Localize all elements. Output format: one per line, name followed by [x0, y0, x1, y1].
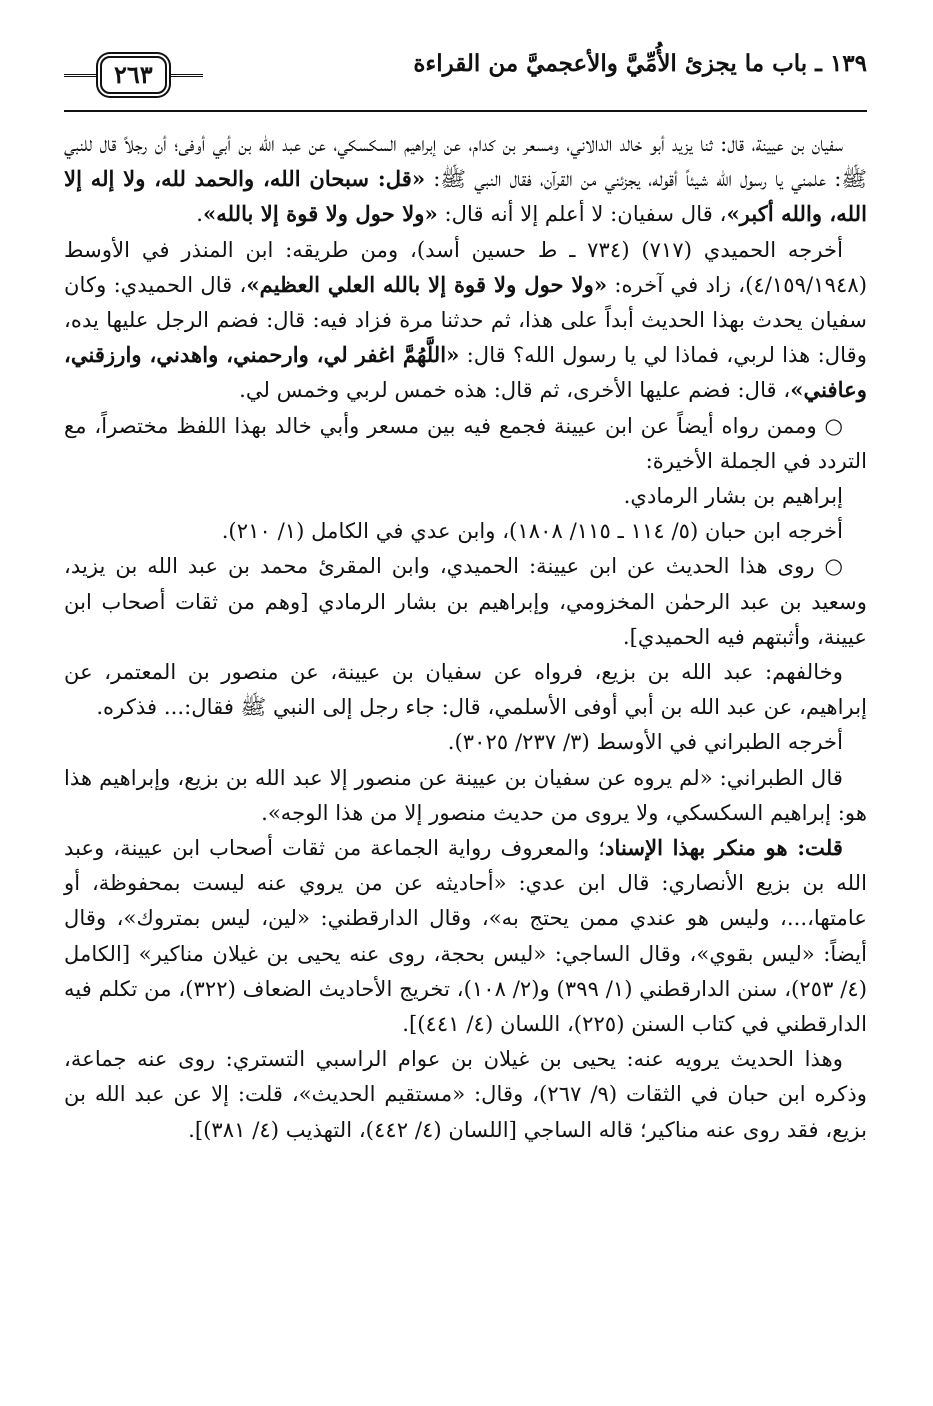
text-run: ، قال سفيان: لا أعلم إلا أنه قال: — [437, 201, 727, 227]
paragraph — [64, 830, 867, 1041]
emphasized-text: «اللَّهُمَّ اغفر لي، وارحمني، واهدني، وارزقني، وعافني» — [64, 342, 867, 403]
paragraph — [64, 1041, 867, 1147]
text-run: إبراهيم بن بشار الرمادي. — [623, 483, 843, 509]
emphasized-text: «قل: سبحان الله، والحمد لله، ولا إله إلا الله، والله أكبر» — [64, 166, 867, 227]
page-number: ٢٦٣ — [100, 56, 167, 94]
text-run: ؛ والمعروف رواية الجماعة من ثقات أصحاب ابن عيينة، وعبد الله بن بزيع الأنصاري: قال ابن عدي: «أحاديثه عن من يروي عنه ليست بمحفوظة، أو عامتها،...، وليس هو عندي ممن يحتج به»، وقال الدارقطني: «لين، ليس بمتروك»، وقال أيضاً: «ليس بقوي»، وقال الساجي: «ليس بحجة، روى عنه يحيى بن غيلان مناكير» [الكامل (٤/ ٢٥٣)، سنن الدارقطني (١/ ٣٩٩) و(٢/ ١٠٨)، تخريج الأحاديث الضعاف (٣٢٢)، من تكلم فيه الدارقطني في كتاب السنن (٢٢٥)، اللسان (٤/ ٤٤١)]. — [64, 835, 868, 1037]
text-run: ○ روى هذا الحديث عن ابن عيينة: الحميدي، وابن المقرئ محمد بن عبد الله بن يزيد، وسعيد بن عبد الرحمٰن المخزومي، وإبراهيم بن بشار الرمادي [وهم من ثقات أصحاب ابن عيينة، وأثبتهم فيه الحميدي]. — [64, 553, 867, 649]
paragraph — [64, 232, 867, 408]
paragraph — [64, 478, 867, 513]
emphasized-text: «ولا حول ولا قوة إلا بالله العلي العظيم» — [246, 271, 608, 297]
emphasized-text: «ولا حول ولا قوة إلا بالله» — [203, 201, 438, 227]
text-run: . — [196, 201, 203, 227]
paragraph — [64, 548, 867, 654]
paragraph — [64, 408, 867, 478]
text-run: قال الطبراني: «لم يروه عن سفيان بن عيينة عن منصور إلا عبد الله بن بزيع، وإبراهيم هذا هو: إبراهيم السكسكي، ولا يروى من حديث منصور إلا من هذا الوجه». — [64, 764, 867, 825]
text-run: وخالفهم: عبد الله بن بزيع، فرواه عن سفيان بن عيينة، عن منصور بن المعتمر، عن إبراهيم، عن عبد الله بن أبي أوفى الأسلمي، قال: جاء رجل إلى النبي ﷺ فقال:... فذكره. — [64, 659, 867, 720]
paragraph — [64, 760, 867, 830]
ornament-line-left — [64, 74, 98, 77]
page-body — [64, 126, 867, 1147]
text-run: أخرجه ابن حبان (٥/ ١١٤ ـ ١١٥/ ١٨٠٨)، وابن عدي في الكامل (١/ ٢١٠). — [221, 518, 843, 544]
text-run: ، قال الحميدي: وكان سفيان يحدث بهذا الحديث أبداً على هذا، ثم حدثنا مرة فزاد فيه: قال: فضم الرجل عليها يده، وقال: هذا لربي، فماذا لي يا رسول الله؟ قال: — [64, 271, 867, 368]
paragraph — [64, 513, 867, 548]
paragraph — [64, 654, 867, 724]
header-rule — [64, 110, 867, 112]
emphasized-text: قلت: هو منكر بهذا الإسناد — [605, 835, 843, 861]
paragraph — [64, 126, 867, 232]
text-run: ، قال: فضم عليها الأخرى، ثم قال: هذه خمس لربي وخمس لي. — [239, 377, 791, 403]
text-run: سفيان بن عيينة، قال: ثنا يزيد أبو خالد الدالاني، ومسعر بن كدام، عن إبراهيم السكسكي، عن عبد الله بن أبي أوفى؛ أن رجلاً قال للنبي ﷺ: علمني يا رسول الله شيئاً أقوله، يجزئني من القرآن، فقال النبي ﷺ: — [64, 131, 867, 192]
page-number-badge — [64, 56, 203, 94]
text-run: أخرجه الحميدي (٧١٧) (٧٣٤ ـ ط حسين أسد)، ومن طريقه: ابن المنذر في الأوسط (٤/١٥٩/١٩٤٨)، زاد في آخره: — [64, 236, 867, 297]
ornament-line-right — [169, 74, 203, 77]
paragraph — [64, 724, 867, 759]
text-run: ○ وممن رواه أيضاً عن ابن عيينة فجمع فيه بين مسعر وأبي خالد بهذا اللفظ مختصراً، مع التردد في الجملة الأخيرة: — [64, 412, 867, 473]
page-header — [64, 38, 867, 88]
text-run: وهذا الحديث يرويه عنه: يحيى بن غيلان بن عوام الراسبي التستري: روى عنه جماعة، وذكره ابن حبان في الثقات (٩/ ٢٦٧)، وقال: «مستقيم الحديث»، قلت: إلا عن عبد الله بن بزيع، فقد روى عنه مناكير؛ قاله الساجي [اللسان (٤/ ٤٤٢)، التهذيب (٤/ ٣٨١)]. — [64, 1046, 867, 1142]
text-run: أخرجه الطبراني في الأوسط (٣/ ٢٣٧/ ٣٠٢٥). — [447, 729, 843, 755]
running-title: ١٣٩ ـ باب ما يجزئ الأُمِّيَّ والأعجميَّ من القراءة — [413, 49, 867, 77]
